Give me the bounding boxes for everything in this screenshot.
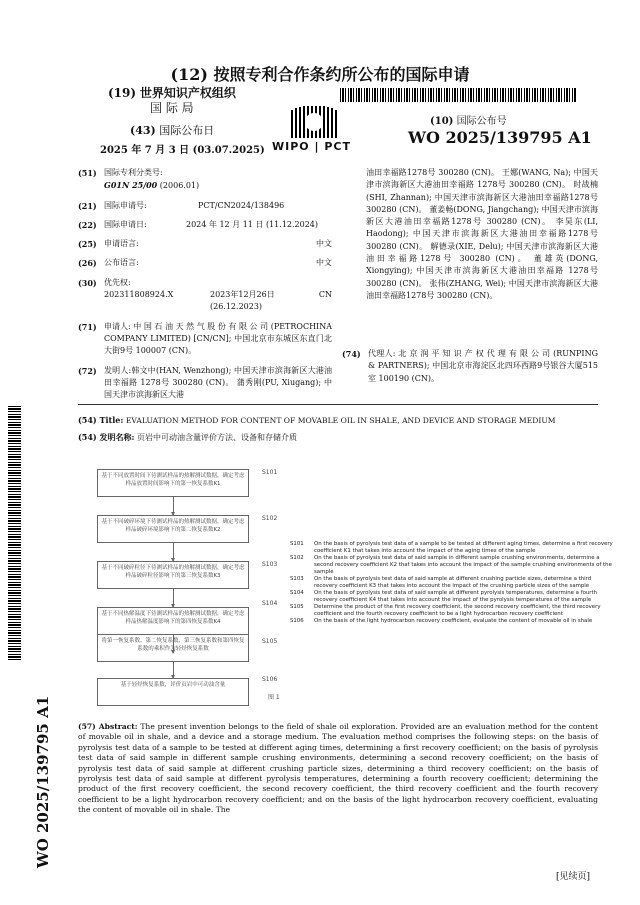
step-label-s101: S101 — [262, 469, 278, 476]
filing-language-label: 申请语言: — [104, 239, 139, 249]
step-key: S103 — [290, 576, 304, 582]
filing-date-value: 2024 年 12 月 11 日 (11.12.2024) — [186, 219, 319, 229]
flow-box-s101: 基于不同放置时间下待测试样品的热解测试数据，确定考虑样品放置时间影响下的第一恢复系数K1 — [97, 469, 249, 497]
abstract-label: Abstract: — [98, 722, 138, 731]
bureau-name: 国 际 局 — [150, 101, 194, 115]
priority-entry — [78, 289, 332, 314]
flow-arrow — [173, 589, 174, 607]
step-label-s102: S102 — [262, 515, 278, 522]
flow-box-s102: 基于不同破碎环境下待测试样品的热解测试数据，确定考虑样品破碎环境影响下的第二恢复系数K2 — [97, 515, 249, 543]
document-type-title: 按照专利合作条约所公布的国际申请 — [213, 65, 470, 84]
step-text: On the basis of pyrolysis test data of said sample at different crushing particle sizes, determine a third recovery coefficient K3 that takes into account the impact of the crushing particle sizes of the sample — [314, 576, 592, 589]
ipc-label: 国际专利分类号: — [104, 168, 163, 177]
ipc-value: G01N 25/00 — [104, 180, 158, 191]
title-english-text: EVALUATION METHOD FOR CONTENT OF MOVABLE OIL IN SHALE, AND DEVICE AND STORAGE MEDIUM — [125, 416, 556, 425]
pubno-number: (10) — [430, 116, 454, 127]
filing-language-value: 中文 — [316, 239, 332, 249]
appno-field: (21) 国际申请号: PCT/CN2024/138496 — [78, 200, 285, 211]
inventors-field: (72) 发明人:韩文中(HAN, Wenzhong); 中国天津市滨海新区大港油田幸福路 1278号 300280 (CN)。 蒲秀刚(PU, Xiugang); 中国天津市滨海新区大港 — [78, 365, 332, 402]
section-divider — [78, 404, 598, 405]
step-text: Determine the product of the first recovery coefficient, the second recovery coefficient, the third recovery coefficient and the fourth recovery coefficient to be a light hydrocarbon recovery coefficient — [314, 604, 601, 617]
applicant-field: (71) 申请人: 中 国 石 油 天 然 气 股 份 有 限 公 司 (PETROCHINA COMPANY LIMITED) [CN/CN]; 中国北京市东城区东直门北大街9号 100007 (CN)。 — [78, 321, 332, 358]
step-description — [290, 576, 615, 590]
inventors-text: 发明人:韩文中(HAN, Wenzhong); 中国天津市滨海新区大港油田幸福路 1278号 300280 (CN)。 蒲秀刚(PU, Xiugang); 中国天津市滨海新区大港 — [104, 365, 332, 400]
flow-box-s104: 基于不同热解温度下待测试样品的热解测试数据，确定考虑样品热解温度影响下的第四恢复系数K4 — [97, 607, 249, 635]
priority-label: 优先权: — [104, 277, 131, 287]
step-description — [290, 555, 615, 576]
abstract-text: The present invention belongs to the field of shale oil exploration. Provided are an evaluation method for the content of movable oil in shale, and a device and a storage medium. The evaluation method comprises the following steps: on the basis of pyrolysis test data of a sample to be tested at different aging times, determining a first recovery coefficient; on the basis of pyrolysis test data of said sample in different sample crushing environments, determining a second recovery coefficient; on the basis of pyrolysis test data of said sample at different crushing particle sizes, determining a third recovery coefficient; on the basis of pyrolysis test data of said sample at different pyrolysis temperatures, determining a fourth recovery coefficient; determining the product of the first recovery coefficient, the second recovery coefficient, the third recovery coefficient and the fourth recovery coefficient to be a light hydrocarbon recovery coefficient; and on the basis of the light hydrocarbon recovery coefficient, evaluating the content of movable oil in shale. The — [78, 722, 598, 815]
step-key: S104 — [290, 590, 304, 596]
step-description — [290, 590, 615, 604]
wipo-emblem-icon — [287, 104, 345, 140]
step-key: S102 — [290, 555, 304, 561]
step-descriptions — [290, 541, 615, 625]
step-description — [290, 604, 615, 618]
inventors-continued: 油田幸福路1278号 300280 (CN)。 王娜(WANG, Na); 中国天津市滨海新区大港油田幸福路 1278号 300280 (CN)。 时战楠(SHI, Zhannan); 中国天津市滨海新区大港油田幸福路1278号 300280 (CN)。 董姜畅(DONG, Jiangchang); 中国天津市滨海新区大港油田幸福路1278号 300280 (CN)。 李昊东(LI, Haodong); 中国天津市滨海新区大港油田幸福路1278号 300280 (CN)。 解德录(XIE, Delu); 中国天津市滨海新区大港油田幸福路1278号 300280 (CN)。 董雄英(DONG, Xiongying); 中国天津市滨海新区大港油田幸福路 1278号 300280 (CN)。 张伟(ZHANG, Wei); 中国天津市滨海新区大港油田幸福路1278号 300280 (CN)。 — [366, 168, 598, 300]
step-label-s105: S105 — [262, 638, 278, 645]
step-key: S105 — [290, 604, 304, 610]
priority-date: 2023年12月26日 (26.12.2023) — [210, 290, 275, 312]
ipc-date: (2006.01) — [159, 181, 200, 191]
filing-date-field: (22) 国际申请日: 2024 年 12 月 11 日 (11.12.2024) — [78, 219, 319, 230]
agent-text: 代理人: 北 京 润 平 知 识 产 权 代 理 有 限 公 司 (RUNPING & PARTNERS); 中国北京市海淀区北四环西路9号银谷大厦515室 100190 (CN)。 — [368, 349, 598, 383]
step-text: On the basis of pyrolysis test data of a sample to be tested at different aging times, determine a first recovery coefficient K1 that takes into account the impact of the aging times of the sample — [314, 541, 613, 554]
step-text: On the basis of pyrolysis test data of said sample at different pyrolysis temperatures, determine a fourth recovery coefficient K4 that takes into account the impact of the pyrolysis temperatures of the sample — [314, 590, 598, 603]
pubdate-number: (43) — [130, 124, 156, 137]
step-label-s104: S104 — [262, 600, 278, 607]
step-description — [290, 618, 615, 625]
flow-arrow — [173, 543, 174, 561]
organization-block — [108, 86, 236, 116]
flow-arrow — [173, 662, 174, 678]
publication-language-label: 公布语言: — [104, 258, 139, 268]
figure-caption: 图 1 — [268, 694, 280, 701]
title-chinese-label: 发明名称: — [99, 432, 135, 442]
flow-box-s103: 基于不同破碎粒径下待测试样品的热解测试数据，确定考虑样品破碎粒径影响下的第三恢复系数K3 — [97, 561, 249, 589]
priority-field: (30) 优先权: — [78, 277, 131, 288]
org-name: 世界知识产权组织 — [139, 86, 236, 100]
title-english-label: Title: — [99, 415, 124, 425]
appno-label: 国际申请号: — [104, 200, 147, 210]
publication-number: WO 2025/139795 A1 — [408, 128, 592, 147]
title-number: (12) — [170, 65, 208, 84]
continued-note: [见续页] — [556, 872, 591, 882]
biblio-left — [78, 167, 332, 401]
step-key: S106 — [290, 618, 304, 624]
step-label-s106: S106 — [262, 676, 278, 683]
ipc-field: (51) 国际专利分类号: G01N 25/00 (2006.01) — [78, 168, 200, 191]
appno-value: PCT/CN2024/138496 — [198, 200, 285, 210]
step-text: On the basis of pyrolysis test data of said sample in different sample crushing environments, determine a second recovery coefficient K2 that takes into account the impact of the sample crushing environments of the sample — [314, 555, 612, 575]
pubdate-label: 国际公布日 — [159, 124, 215, 137]
barcode-top — [340, 88, 576, 102]
title-chinese-text: 页岩中可动油含量评价方法、设备和存储介质 — [137, 433, 297, 442]
priority-number: 202311808924.X — [104, 290, 174, 300]
side-publication-number: WO 2025/139795 A1 — [34, 695, 52, 869]
publication-language-field: (26) 公布语言: 中文 — [78, 258, 332, 269]
title-chinese: (54) 发明名称: 页岩中可动油含量评价方法、设备和存储介质 — [78, 432, 297, 442]
barcode-side — [8, 405, 21, 660]
pubno-label: 国际公布号 — [456, 116, 507, 127]
filing-date-label: 国际申请日: — [104, 219, 147, 229]
priority-country: CN — [318, 290, 332, 300]
step-description — [290, 541, 615, 555]
publication-language-value: 中文 — [316, 258, 332, 268]
pubdate-value: 2025 年 7 月 3 日 (03.07.2025) — [100, 145, 265, 156]
flow-arrow — [173, 497, 174, 515]
org-number: (19) — [108, 86, 137, 100]
step-text: On the basis of the light hydrocarbon recovery coefficient, evaluate the content of movable oil in shale — [314, 618, 593, 624]
title-english: (54) Title: EVALUATION METHOD FOR CONTENT OF MOVABLE OIL IN SHALE, AND DEVICE AND STORAGE MEDIUM — [78, 415, 556, 425]
flow-box-s106: 基于轻烃恢复系数，评价页岩中可动油含量 — [97, 678, 249, 706]
applicant-text: 申请人: 中 国 石 油 天 然 气 股 份 有 限 公 司 (PETROCHINA COMPANY LIMITED) [CN/CN]; 中国北京市东城区东直门北大街9号 100007 (CN)。 — [104, 321, 332, 356]
agent-field: (74) 代理人: 北 京 润 平 知 识 产 权 代 理 有 限 公 司 (RUNPING & PARTNERS); 中国北京市海淀区北四环西路9号银谷大厦515室 100190 (CN)。 — [342, 348, 598, 385]
step-key: S101 — [290, 541, 304, 547]
filing-language-field: (25) 申请语言: 中文 — [78, 239, 332, 250]
step-label-s103: S103 — [262, 561, 278, 568]
abstract: (57) Abstract: The present invention belongs to the field of shale oil exploration. Provided are an evaluation method for the content of movable oil in shale, and a device and a storage medium. The evaluation method comprises the following steps: on the basis of pyrolysis test data of a sample to be tested at different aging times, determining a first recovery coefficient; on the basis of pyrolysis test data of said sample in different sample crushing environments, determining a second recovery coefficient; on the basis of pyrolysis test data of said sample at different crushing particle sizes, determining a third recovery coefficient; on the basis of pyrolysis test data of said sample at different pyrolysis temperatures, determining a fourth recovery coefficient; determining the product of the first recovery coefficient, the second recovery coefficient, the third recovery coefficient and the fourth recovery coefficient to be a light hydrocarbon recovery coefficient; and on the basis of the light hydrocarbon recovery coefficient, evaluating the content of movable oil in shale. The — [78, 722, 598, 815]
flow-box-s105: 将第一恢复系数、第二恢复系数、第三恢复系数和第四恢复系数的乘积作为轻烃恢复系数 — [97, 634, 249, 662]
wipo-pct-logo: WIPO | PCT — [272, 140, 351, 153]
